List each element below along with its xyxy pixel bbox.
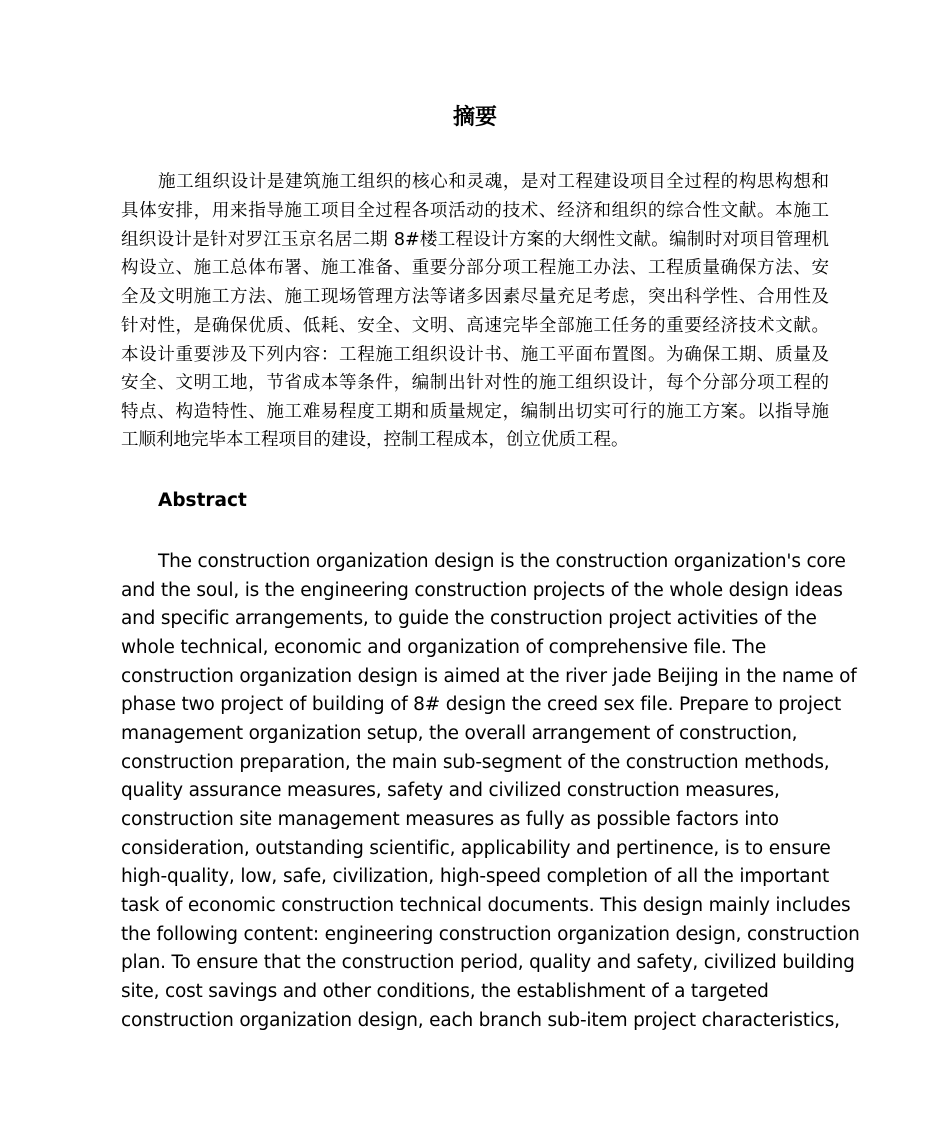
abstract-cn-line: 施工组织设计是建筑施工组织的核心和灵魂，是对工程建设项目全过程的构思构想和: [158, 172, 829, 192]
abstract-en-line: construction preparation, the main sub-segment of the construction methods,: [121, 752, 830, 773]
abstract-en-line: task of economic construction technical documents. This design mainly includes: [121, 895, 851, 916]
abstract-en-line: quality assurance measures, safety and civilized construction measures,: [121, 780, 780, 801]
abstract-en-line: construction organization design, each branch sub-item project characteristics,: [121, 1010, 840, 1031]
abstract-heading: Abstract: [158, 490, 247, 511]
page-title: 摘要: [452, 105, 497, 130]
abstract-en-line: and the soul, is the engineering construction projects of the whole design ideas: [121, 580, 843, 601]
abstract-en-line: management organization setup, the overall arrangement of construction,: [121, 723, 798, 744]
abstract-en-line: high-quality, low, safe, civilization, high-speed completion of all the important: [121, 866, 829, 887]
abstract-cn-line: 工顺利地完毕本工程项目的建设，控制工程成本，创立优质工程。: [121, 430, 629, 450]
abstract-cn-line: 本设计重要涉及下列内容：工程施工组织设计书、施工平面布置图。为确保工期、质量及: [121, 345, 829, 365]
abstract-en-line: The construction organization design is the construction organization's core: [158, 551, 846, 572]
abstract-en-line: the following content: engineering construction organization design, construction: [121, 924, 860, 945]
abstract-en-line: plan. To ensure that the construction period, quality and safety, civilized building: [121, 952, 855, 973]
abstract-en-line: construction site management measures as fully as possible factors into: [121, 809, 779, 830]
abstract-cn-line: 针对性，是确保优质、低耗、安全、文明、高速完毕全部施工任务的重要经济技术文献。: [121, 316, 829, 336]
abstract-en-line: and specific arrangements, to guide the construction project activities of the: [121, 608, 817, 629]
abstract-cn-line: 全及文明施工方法、施工现场管理方法等诸多因素尽量充足考虑，突出科学性、合用性及: [121, 287, 829, 307]
abstract-cn-line: 安全、文明工地，节省成本等条件，编制出针对性的施工组织设计，每个分部分项工程的: [121, 373, 829, 393]
abstract-cn-line: 组织设计是针对罗江玉京名居二期 8#楼工程设计方案的大纲性文献。编制时对项目管理机: [121, 230, 829, 250]
abstract-cn-line: 构设立、施工总体布署、施工准备、重要分部分项工程施工办法、工程质量确保方法、安: [121, 258, 829, 278]
abstract-en-line: whole technical, economic and organization of comprehensive file. The: [121, 637, 767, 658]
abstract-en-line: site, cost savings and other conditions, the establishment of a targeted: [121, 981, 769, 1002]
abstract-en-line: construction organization design is aimed at the river jade Beijing in the name of: [121, 666, 857, 687]
abstract-en-line: consideration, outstanding scientific, applicability and pertinence, is to ensure: [121, 838, 831, 859]
abstract-cn-line: 特点、构造特性、施工难易程度工期和质量规定，编制出切实可行的施工方案。以指导施: [121, 402, 829, 422]
abstract-en-line: phase two project of building of 8# design the creed sex file. Prepare to project: [121, 694, 842, 715]
abstract-cn-line: 具体安排，用来指导施工项目全过程各项活动的技术、经济和组织的综合性文献。本施工: [121, 201, 829, 221]
